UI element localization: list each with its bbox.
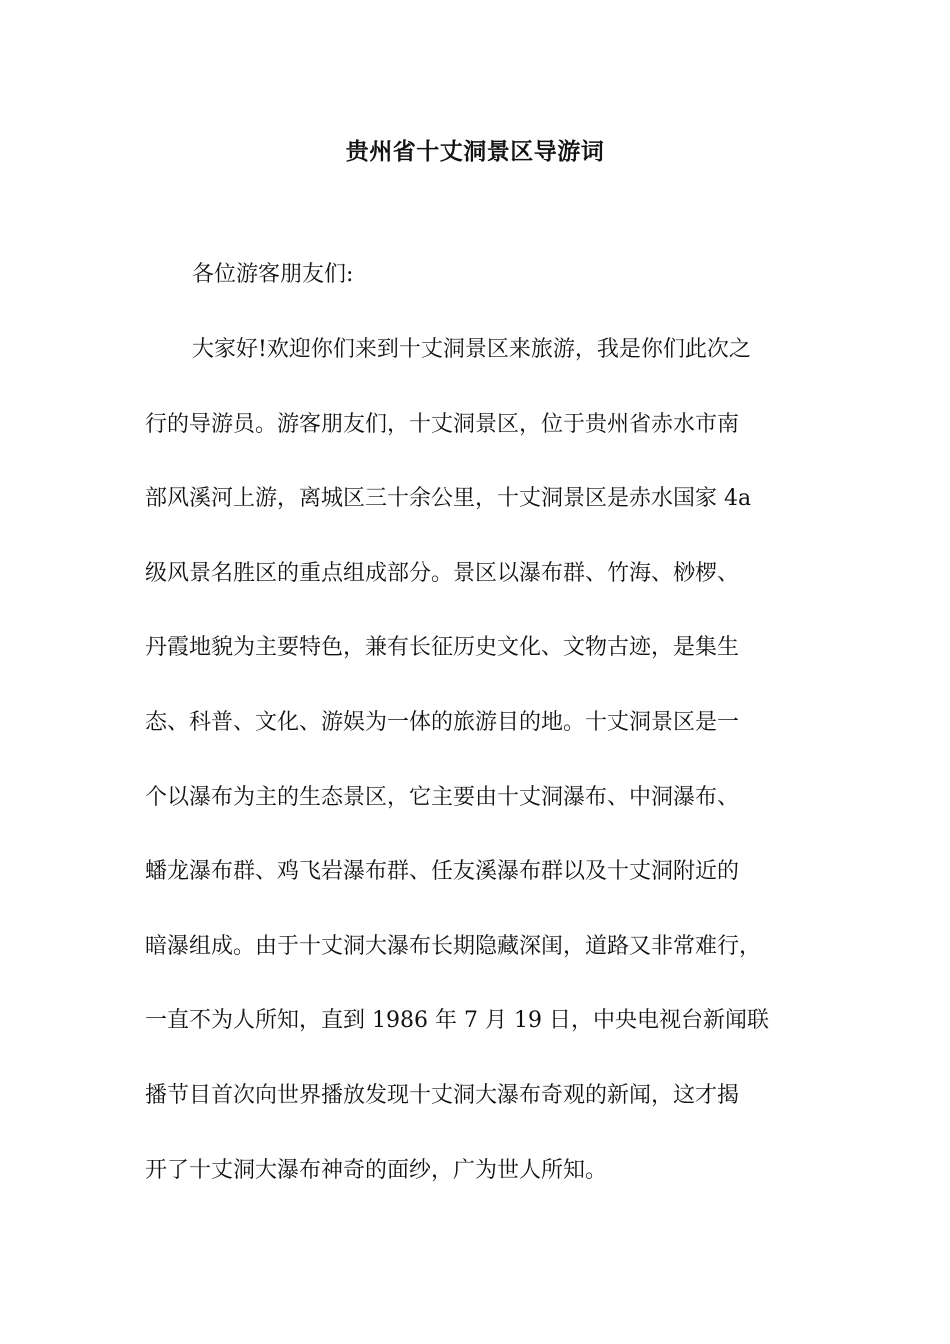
paragraph-line: 开了十丈洞大瀑布神奇的面纱，广为世人所知。 (145, 1157, 608, 1183)
paragraph-line: 大家好!欢迎你们来到十丈洞景区来旅游，我是你们此次之 (192, 337, 751, 362)
document-title: 贵州省十丈洞景区导游词 (345, 138, 605, 165)
paragraph-line: 暗瀑组成。由于十丈洞大瀑布长期隐藏深闺，道路又非常难行， (145, 933, 762, 959)
paragraph-line: 级风景名胜区的重点组成部分。景区以瀑布群、竹海、桫椤、 (145, 560, 740, 586)
body-paragraph (145, 334, 825, 1229)
paragraph-line: 蟠龙瀑布群、鸡飞岩瀑布群、任友溪瀑布群以及十丈洞附近的 (145, 859, 740, 885)
greeting-line: 各位游客朋友们: (192, 262, 354, 287)
paragraph-line: 部风溪河上游，离城区三十余公里，十丈洞景区是赤水国家 4a (145, 486, 752, 512)
paragraph-line: 播节目首次向世界播放发现十丈洞大瀑布奇观的新闻，这才揭 (145, 1082, 740, 1108)
paragraph-line: 丹霞地貌为主要特色，兼有长征历史文化、文物古迹，是集生 (145, 635, 740, 661)
paragraph-line: 个以瀑布为主的生态景区，它主要由十丈洞瀑布、中洞瀑布、 (145, 784, 740, 810)
paragraph-line: 行的导游员。游客朋友们，十丈洞景区，位于贵州省赤水市南 (145, 411, 740, 437)
paragraph-line: 态、科普、文化、游娱为一体的旅游目的地。十丈洞景区是一 (145, 709, 740, 735)
paragraph-line: 一直不为人所知，直到 1986 年 7 月 19 日，中央电视台新闻联 (145, 1008, 769, 1034)
